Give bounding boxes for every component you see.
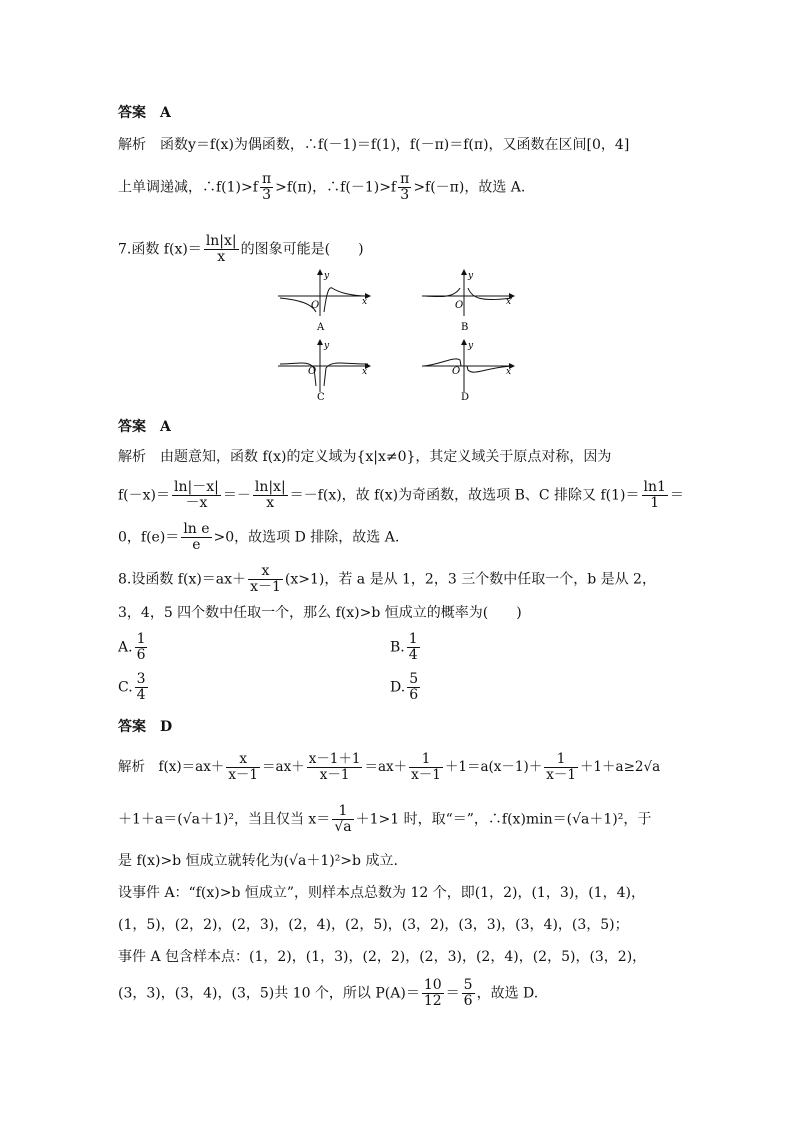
q8-question-line1: 8.设函数 f(x)＝ax＋ $\frac{x}{x-1}$ (x>1)，若 a 是从 1，2，3 三个数中任取一个，b 是从 2， (118, 563, 656, 595)
q8-analysis-line1: 解析 f(x)＝ax＋ $\frac{x}{x-1}$ ＝ax＋ $\frac{x-1+1}{x-1}$ ＝ax＋ $\frac{1}{x-1}$ ＋1＝a(x－1)＋ $\frac{1}{x-1}$ ＋1＋a≥2√a (118, 751, 661, 783)
graph-a-label: A (317, 322, 325, 333)
q8-question-line2: 3，4，5 四个数中任取一个，那么 f(x)>b 恒成立的概率为( ) (118, 605, 522, 621)
q7-analysis-line1: 解析 由题意知，函数 f(x)的定义域为{x|x≠0}，其定义域关于原点对称，因为 (118, 449, 612, 465)
graph-d-label: D (461, 392, 470, 403)
q8-analysis-line3: 是 f(x)>b 恒成立就转化为(√a＋1)²>b 成立. (118, 853, 398, 869)
q7-question: 7.函数 f(x)＝ $\frac{\ln|x|}{x}$ 的图象可能是( ) (118, 233, 364, 265)
q7-answer: 答案 A (118, 419, 171, 435)
q8-analysis-line7: (3，3)，(3，4)，(3，5)共 10 个，所以 P(A)＝ $\frac{10}{12}$ ＝ $\frac{5}{6}$ ，故选 D. (118, 977, 539, 1009)
q7-analysis-line2: f(－x)＝ $\frac{\ln|-x|}{-x}$ ＝－ $\frac{\ln|x|}{x}$ ＝－f(x)，故 f(x)为奇函数，故选项 B、C 排除又 f(1)＝ $\frac{\ln 1}{1}$ ＝ (118, 479, 684, 511)
graph-b-origin: O (455, 300, 464, 311)
graph-b-x-label: x (506, 297, 512, 307)
graph-a-y-label: y (324, 271, 330, 281)
graph-c-y-label: y (324, 341, 330, 351)
q8-option-c: C. $\frac{3}{4}$ (118, 671, 146, 703)
q8-analysis-line4: 设事件 A：“f(x)>b 恒成立”，则样本点总数为 12 个，即(1，2)，(1，3)，(1，4)， (118, 885, 645, 901)
graph-d-origin: O (452, 366, 461, 377)
q6-analysis-line1: 解析 函数y＝f(x)为偶函数，∴f(－1)＝f(1)，f(－π)＝f(π)，又函数在区间[0，4] (118, 137, 630, 153)
q8-option-a: A. $\frac{1}{6}$ (118, 631, 146, 663)
q8-analysis-line5: (1，5)，(2，2)，(2，3)，(2，4)，(2，5)，(3，2)，(3，3)，(3，4)，(3，5)； (118, 917, 629, 933)
graph-c-label: C (317, 392, 325, 403)
q7-graphs (270, 268, 520, 408)
graph-b-y-label: y (468, 271, 474, 281)
q8-answer: 答案 D (118, 719, 173, 735)
graph-a-x-label: x (362, 297, 368, 307)
q6-analysis-line2: 上单调递减，∴f(1)>f $\frac{\pi}{3}$ >f(π)，∴f(－1)>f $\frac{\pi}{3}$ >f(－π)，故选 A. (118, 171, 526, 203)
graph-d-y-label: y (468, 341, 474, 351)
graph-d-x-label: x (506, 367, 512, 377)
q8-analysis-line2: ＋1＋a＝(√a＋1)²，当且仅当 x＝ $\frac{1}{√a}$ ＋1>1 时，取“＝”，∴f(x)min＝(√a＋1)²，于 (118, 803, 652, 835)
q8-analysis-line6: 事件 A 包含样本点：(1，2)，(1，3)，(2，2)，(2，3)，(2，4)，(2，5)，(3，2)， (118, 949, 647, 965)
q8-option-b: B. $\frac{1}{4}$ (390, 631, 418, 663)
graph-c-x-label: x (362, 367, 368, 377)
q6-answer: 答案 A (118, 105, 171, 121)
graph-c-origin: O (308, 366, 317, 377)
q8-option-d: D. $\frac{5}{6}$ (390, 671, 419, 703)
graph-a-origin: O (311, 300, 320, 311)
q7-analysis-line3: 0，f(e)＝ $\frac{\text{ln e}}{e}$ >0，故选项 D 排除，故选 A. (118, 521, 400, 553)
graph-b-label: B (461, 322, 469, 333)
